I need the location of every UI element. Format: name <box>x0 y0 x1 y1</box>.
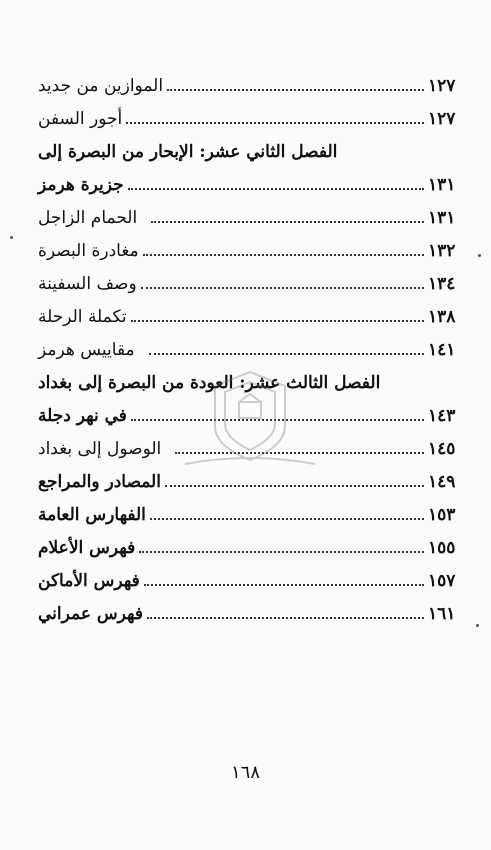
toc-entry-page: ١٣٢ <box>428 241 456 261</box>
toc-entry-title: فهرس الأماكن <box>38 571 140 591</box>
toc-entry-page: ١٤٩ <box>428 472 456 492</box>
toc-entry-title: فهرس عمراني <box>38 604 143 624</box>
dot-leader <box>126 121 424 124</box>
dot-leader <box>131 319 424 322</box>
dot-leader <box>143 253 424 256</box>
toc-entry-title: فهرس الأعلام <box>38 538 136 558</box>
toc-entry-title: مقاييس هرمز <box>38 340 135 360</box>
toc-entry-title: مغادرة البصرة <box>38 241 139 261</box>
toc-entry-title: الفهارس العامة <box>38 505 146 525</box>
toc-entry-page: ١٣٨ <box>428 307 456 327</box>
chapter-heading-title: الفصل الثاني عشر: الإبحار من البصرة إلى <box>38 142 338 162</box>
chapter-heading <box>34 130 464 163</box>
toc-entry <box>34 493 464 526</box>
chapter-heading-title: الفصل الثالث عشر: العودة من البصرة إلى بغداد <box>38 373 381 393</box>
dot-leader <box>175 451 424 454</box>
dot-leader <box>128 187 424 190</box>
toc-entry-page: ١٦١ <box>428 604 456 624</box>
table-of-contents <box>34 64 464 625</box>
toc-entry-title: وصف السفينة <box>38 274 137 294</box>
dot-leader <box>144 583 424 586</box>
toc-entry <box>34 592 464 625</box>
dot-leader <box>141 286 424 289</box>
toc-entry <box>34 559 464 592</box>
toc-entry-page: ١٢٧ <box>428 76 456 96</box>
scan-speck <box>476 624 479 627</box>
toc-entry <box>34 295 464 328</box>
toc-entry-page: ١٤١ <box>428 340 456 360</box>
toc-entry-title: الوصول إلى بغداد <box>38 439 162 459</box>
dot-leader <box>131 418 424 421</box>
toc-entry-page: ١٥٥ <box>428 538 456 558</box>
toc-entry <box>34 97 464 130</box>
toc-entry <box>34 64 464 97</box>
toc-entry-page: ١٣١ <box>428 208 456 228</box>
toc-entry-title: المصادر والمراجع <box>38 472 161 492</box>
toc-entry <box>34 163 464 196</box>
toc-entry-page: ١٥٣ <box>428 505 456 525</box>
dot-leader <box>147 616 424 619</box>
dot-leader <box>167 88 424 91</box>
dot-leader <box>139 550 424 553</box>
toc-entry-page: ١٤٥ <box>428 439 456 459</box>
toc-entry <box>34 262 464 295</box>
toc-entry <box>34 394 464 427</box>
dot-leader <box>151 220 424 223</box>
toc-entry-page: ١٣١ <box>428 175 456 195</box>
toc-entry <box>34 196 464 229</box>
dot-leader <box>165 484 424 487</box>
scan-speck <box>10 236 13 239</box>
toc-entry-title: الحمام الزاجل <box>38 208 138 228</box>
toc-entry-page: ١٣٤ <box>428 274 456 294</box>
toc-entry <box>34 427 464 460</box>
toc-entry-title: تكملة الرحلة <box>38 307 127 327</box>
toc-entry-title: جزيرة هرمز <box>38 175 124 195</box>
toc-entry <box>34 526 464 559</box>
toc-entry-title: الموازين من جديد <box>38 76 164 96</box>
toc-entry <box>34 460 464 493</box>
scan-speck <box>478 254 481 257</box>
dot-leader <box>150 517 424 520</box>
chapter-heading <box>34 361 464 394</box>
toc-entry-page: ١٤٣ <box>428 406 456 426</box>
toc-entry-title: أجور السفن <box>38 109 123 129</box>
toc-entry-page: ١٢٧ <box>428 109 456 129</box>
toc-entry <box>34 229 464 262</box>
dot-leader <box>149 352 424 355</box>
toc-entry-title: في نهر دجلة <box>38 406 127 426</box>
toc-entry <box>34 328 464 361</box>
toc-entry-page: ١٥٧ <box>428 571 456 591</box>
page-number: ١٦٨ <box>230 762 260 783</box>
